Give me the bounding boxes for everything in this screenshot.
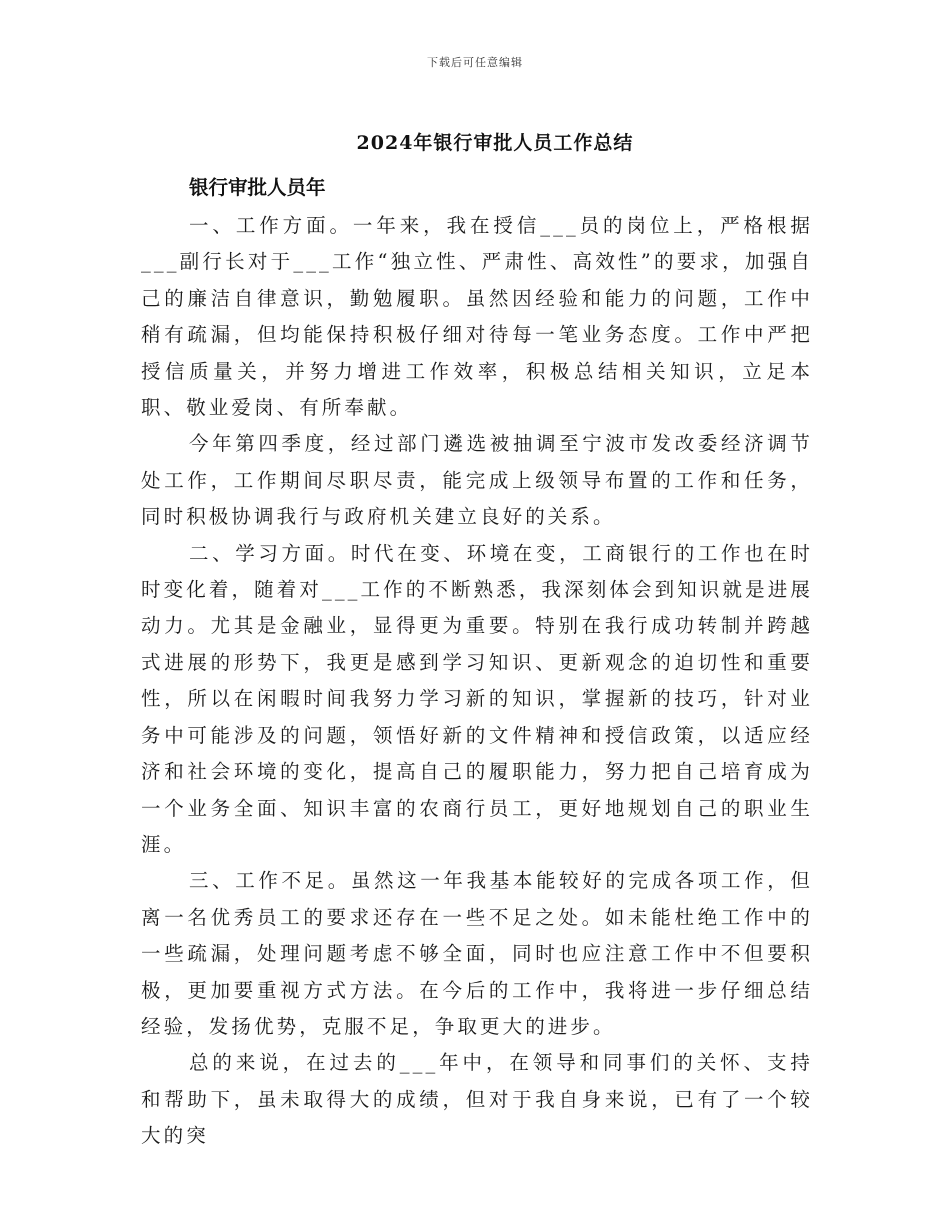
paragraph-study: 二、学习方面。时代在变、环境在变，工商银行的工作也在时时变化着，随着对___工作的不断熟悉，我深刻体会到知识就是进展动力。尤其是金融业，显得更为重要。特别在我行成功转制并跨越式进展的形势下，我更是感到学习知识、更新观念的迫切性和重要性，所以在闲暇时间我努力学习新的知识，掌握新的技巧，针对业务中可能涉及的问题，领悟好新的文件精神和授信政策，以适应经济和社会环境的变化，提高自己的履职能力，努力把自己培育成为一个业务全面、知识丰富的农商行员工，更好地规划自己的职业生涯。 [141, 541, 813, 856]
document-body [141, 170, 813, 1155]
paragraph-fourth-quarter: 今年第四季度，经过部门遴选被抽调至宁波市发改委经济调节处工作，工作期间尽职尽责，能完成上级领导布置的工作和任务，同时积极协调我行与政府机关建立良好的关系。 [141, 432, 813, 529]
header-note: 下载后可任意编辑 [427, 56, 523, 69]
section-subheading: 银行审批人员年 [189, 176, 326, 199]
paragraph-summary: 总的来说，在过去的___年中，在领导和同事们的关怀、支持和帮助下，虽未取得大的成绩，但对于我自身来说，已有了一个较大的突 [141, 1051, 813, 1148]
paragraph-work: 一、工作方面。一年来，我在授信___员的岗位上，严格根据___副行长对于___工作“独立性、严肃性、高效性”的要求，加强自己的廉洁自律意识，勤勉履职。虽然因经验和能力的问题，工作中稍有疏漏，但均能保持积极仔细对待每一笔业务态度。工作中严把授信质量关，并努力增进工作效率，积极总结相关知识，立足本职、敬业爱岗、有所奉献。 [141, 214, 813, 420]
document-title: 2024年银行审批人员工作总结 [356, 132, 634, 154]
paragraph-shortcomings: 三、工作不足。虽然这一年我基本能较好的完成各项工作，但离一名优秀员工的要求还存在一些不足之处。如未能杜绝工作中的一些疏漏，处理问题考虑不够全面，同时也应注意工作中不但要积极，更加要重视方式方法。在今后的工作中，我将进一步仔细总结经验，发扬优势，克服不足，争取更大的进步。 [141, 869, 813, 1038]
